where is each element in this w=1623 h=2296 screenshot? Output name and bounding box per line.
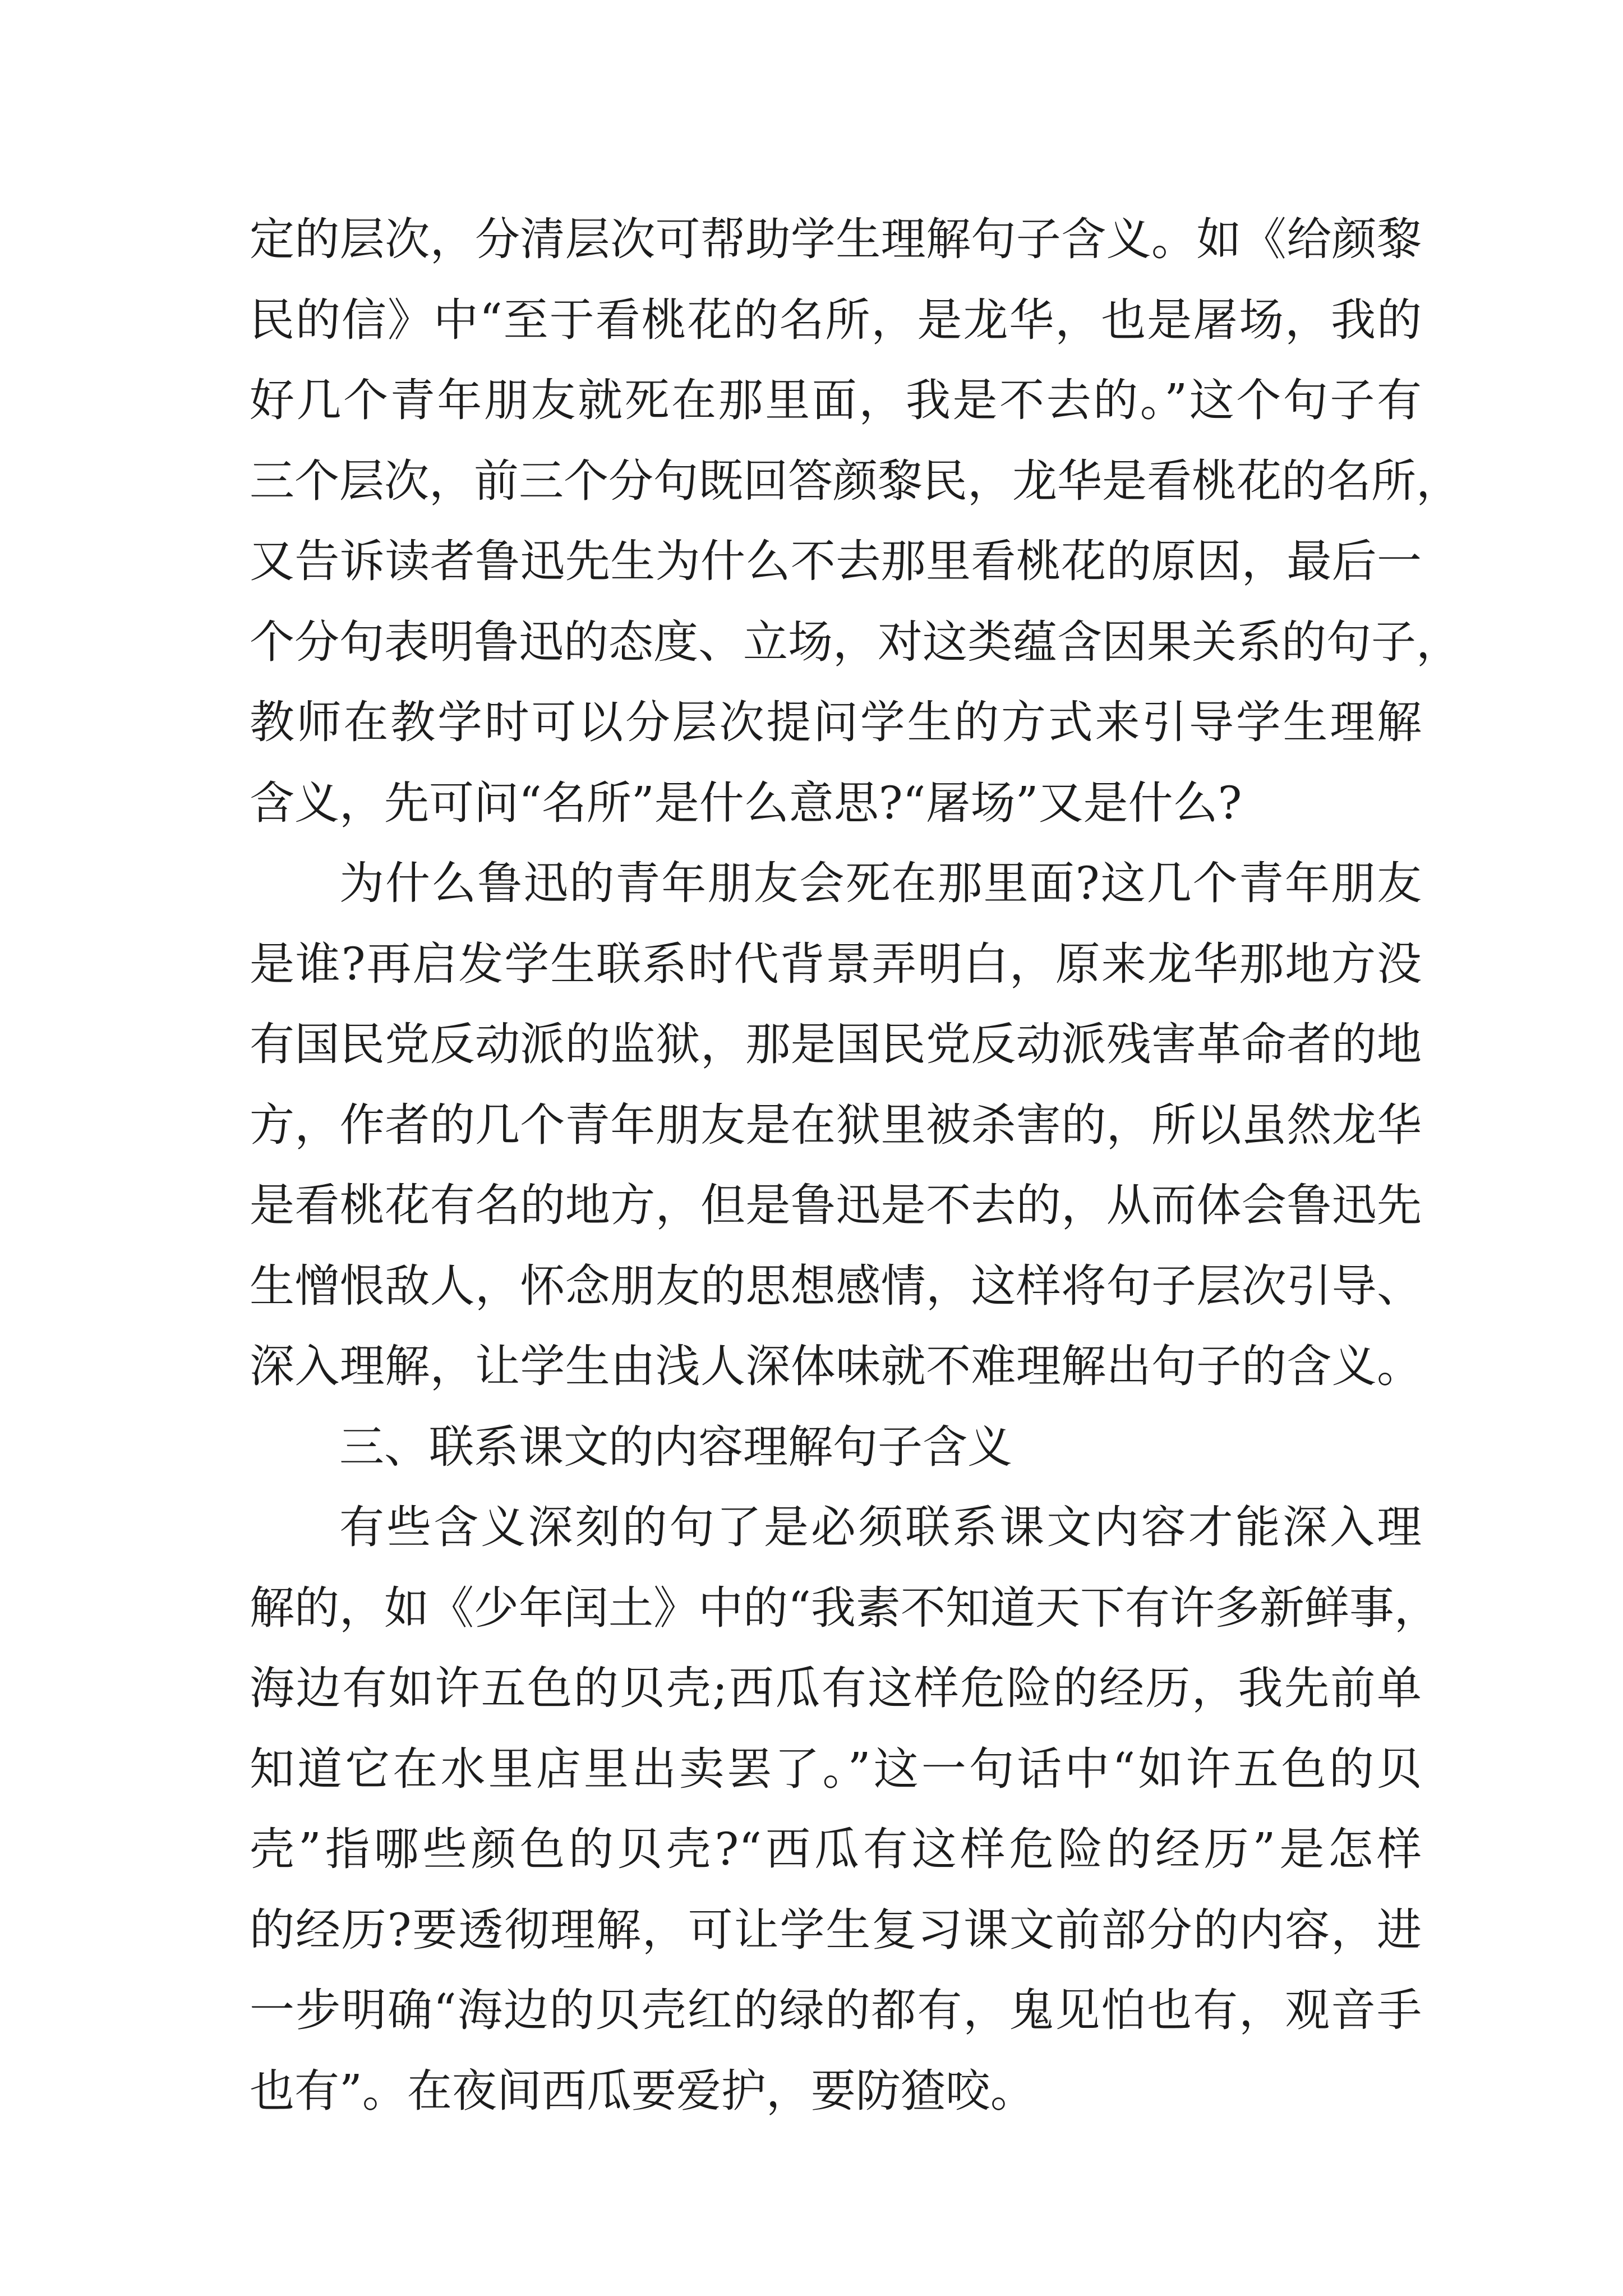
text-line: 含义，先可问“名所”是什么意思?“屠场”又是什么? [250,776,1242,829]
text-line: 好几个青年朋友就死在那里面，我是不去的。”这个句子有 [250,374,1422,426]
text-line: 的经历?要透彻理解，可让学生复习课文前部分的内容，进 [250,1903,1422,1956]
text-line: 有国民党反动派的监狱，那是国民党反动派残害革命者的地 [250,1018,1422,1070]
text-line: 知道它在水里店里出卖罢了。”这一句话中“如许五色的贝 [250,1742,1422,1795]
text-line: 有些含义深刻的句了是必须联系课文内容才能深入理 [339,1501,1422,1553]
text-line: 又告诉读者鲁迅先生为什么不去那里看桃花的原因，最后一 [250,535,1422,587]
text-line: 生憎恨敌人，怀念朋友的思想感情，这样将句子层次引导、 [250,1259,1422,1312]
text-line: 三个层次，前三个分句既回答颜黎民，龙华是看桃花的名所， [250,454,1461,507]
text-line: 教师在教学时可以分层次提问学生的方式来引导学生理解 [250,696,1422,748]
text-line: 个分句表明鲁迅的态度、立场，对这类蕴含因果关系的句子， [250,615,1461,668]
section-heading: 三、联系课文的内容理解句子含义 [339,1420,1012,1473]
text-line: 解的，如《少年闰土》中的“我素不知道天下有许多新鲜事， [250,1581,1439,1634]
body-text [250,199,1461,2131]
text-line: 是看桃花有名的地方，但是鲁迅是不去的，从而体会鲁迅先 [250,1179,1422,1231]
text-line: 深入理解，让学生由浅人深体味就不难理解出句子的含义。 [250,1340,1422,1392]
text-line: 定的层次，分清层次可帮助学生理解句子含义。如《给颜黎 [250,213,1422,265]
text-line: 也有”。在夜间西瓜要爱护，要防猹咬。 [250,2064,1035,2117]
text-line: 一步明确“海边的贝壳红的绿的都有，鬼见怕也有，观音手 [250,1984,1422,2036]
text-line: 方，作者的几个青年朋友是在狱里被杀害的，所以虽然龙华 [250,1098,1422,1151]
text-line: 壳”指哪些颜色的贝壳?“西瓜有这样危险的经历”是怎样 [250,1823,1422,1875]
text-line: 海边有如许五色的贝壳;西瓜有这样危险的经历，我先前单 [250,1662,1422,1714]
text-line: 为什么鲁迅的青年朋友会死在那里面?这几个青年朋友 [339,857,1422,909]
text-line: 是谁?再启发学生联系时代背景弄明白，原来龙华那地方没 [250,937,1422,990]
text-line: 民的信》中“至于看桃花的名所，是龙华，也是屠场，我的 [250,293,1422,346]
